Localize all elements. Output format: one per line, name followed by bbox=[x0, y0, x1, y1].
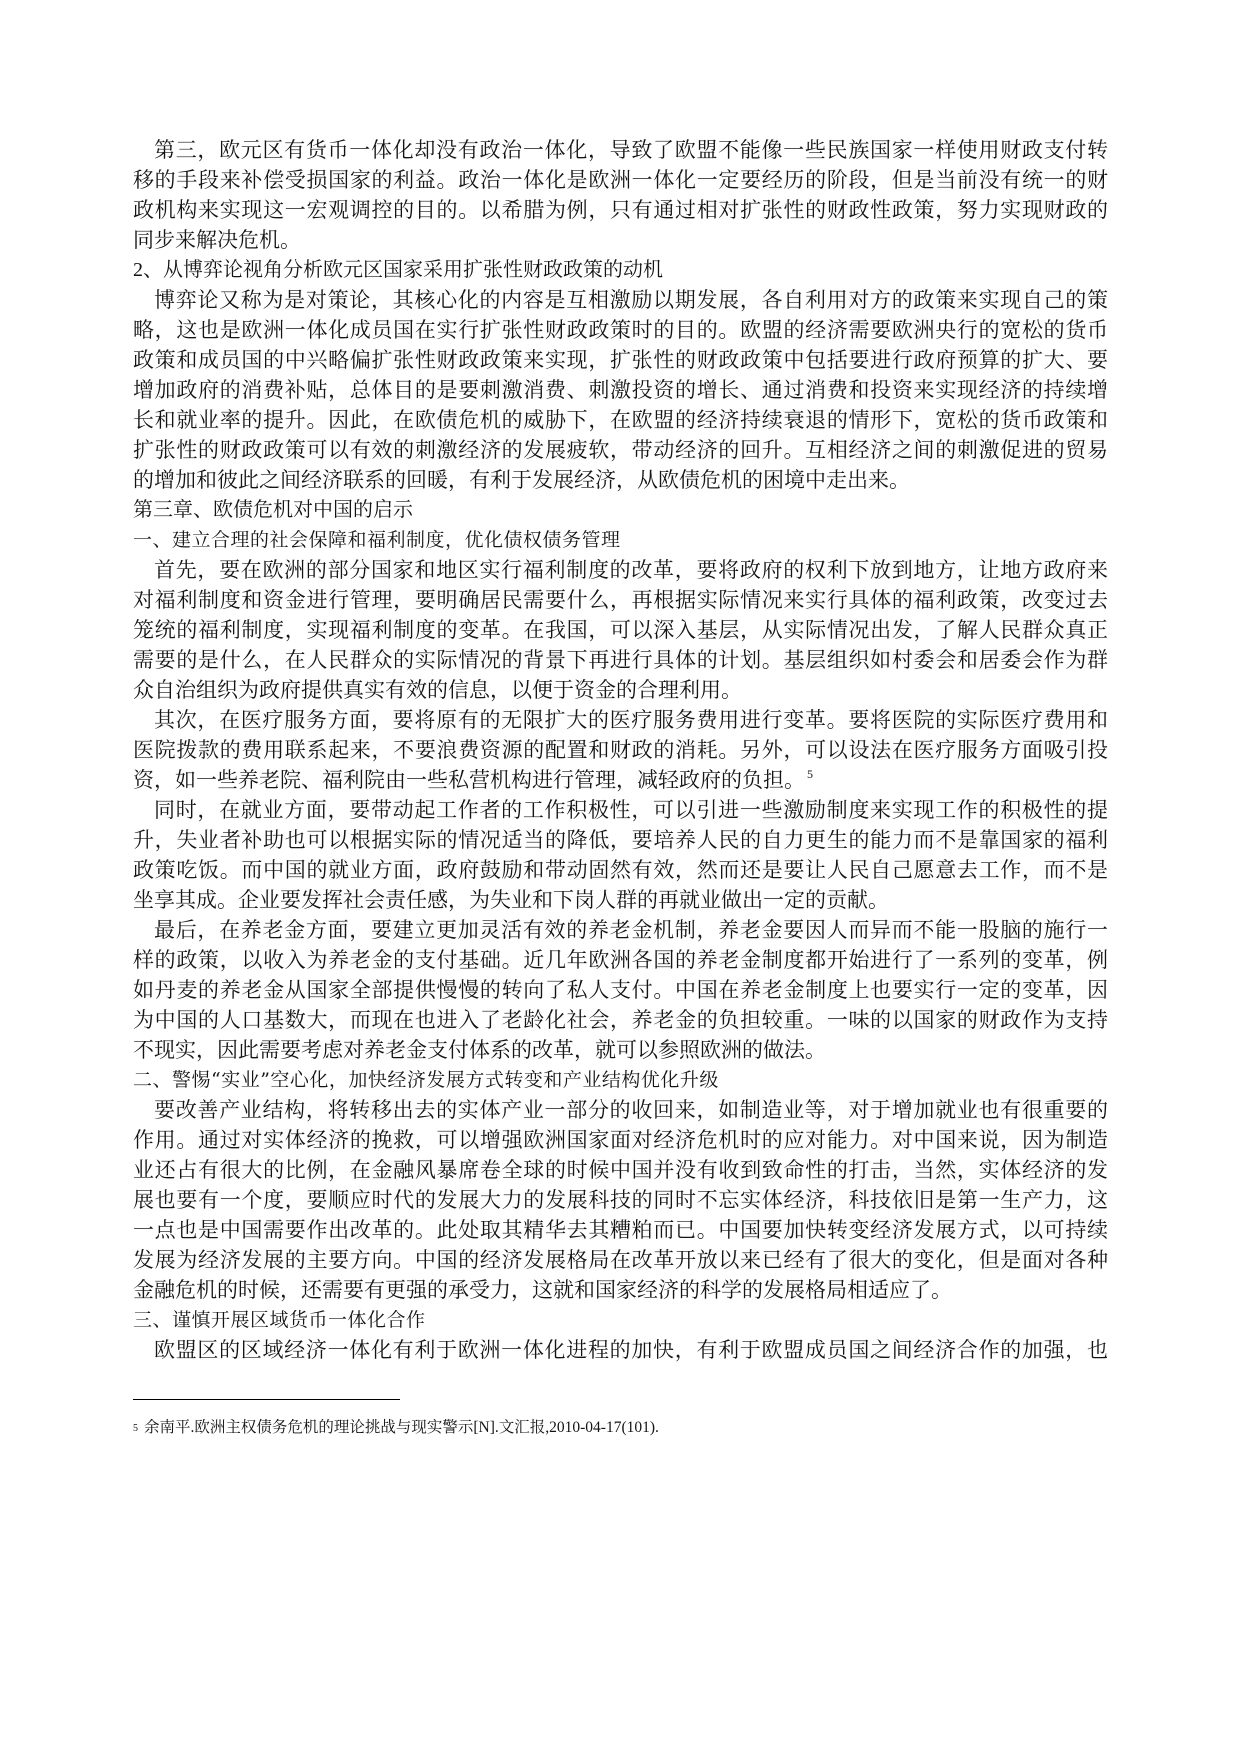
footnote bbox=[133, 1416, 659, 1440]
paragraph-line bbox=[133, 795, 1108, 825]
paragraph-line bbox=[133, 1155, 1108, 1185]
line-text: 博弈论又称为是对策论，其核心化的内容是互相激励以期发展，各自利用对方的政策来实现自己的策 bbox=[154, 288, 1108, 312]
line-text: 展也要有一个度，要顺应时代的发展大力的发展科技的同时不忘实体经济，科技依旧是第一生产力，这 bbox=[133, 1188, 1108, 1212]
paragraph bbox=[133, 1335, 1108, 1365]
line-text: 为中国的人口基数大，而现在也进入了老龄化社会，养老金的负担较重。一味的以国家的财政作为支持 bbox=[133, 1008, 1108, 1032]
line-text: 业还占有很大的比例，在金融风暴席卷全球的时候中国并没有收到致命性的打击，当然，实体经济的发 bbox=[133, 1158, 1108, 1182]
paragraph bbox=[133, 555, 1108, 705]
line-text: 笼统的福利制度，实现福利制度的变革。在我国，可以深入基层，从实际情况出发，了解人民群众真正 bbox=[133, 618, 1108, 642]
paragraph-line bbox=[133, 345, 1108, 375]
section-heading: 二、警惕“实业”空心化，加快经济发展方式转变和产业结构优化升级 bbox=[133, 1069, 719, 1091]
paragraph bbox=[133, 915, 1108, 1065]
paragraph-line bbox=[133, 195, 1108, 225]
line-text: 移的手段来补偿受损国家的利益。政治一体化是欧洲一体化一定要经历的阶段，但是当前没有统一的财 bbox=[133, 168, 1108, 192]
line-text: 需要的是什么，在人民群众的实际情况的背景下再进行具体的计划。基层组织如村委会和居委会作为群 bbox=[133, 648, 1108, 672]
paragraph-line bbox=[133, 405, 1108, 435]
line-text: 医院拨款的费用联系起来，不要浪费资源的配置和财政的消耗。另外，可以设法在医疗服务方面吸引投 bbox=[133, 738, 1108, 762]
line-text: 同步来解决危机。 bbox=[133, 228, 301, 252]
paragraph-line bbox=[133, 165, 1108, 195]
section-heading: 一、建立合理的社会保障和福利制度，优化债权债务管理 bbox=[133, 529, 621, 551]
paragraph-line bbox=[133, 1095, 1108, 1125]
paragraph-line bbox=[133, 765, 1108, 795]
paragraph-line bbox=[133, 1005, 1108, 1035]
paragraph-line bbox=[133, 375, 1108, 405]
line-text: 增加政府的消费补贴，总体目的是要刺激消费、刺激投资的增长、通过消费和投资来实现经济的持续增 bbox=[133, 378, 1108, 402]
line-text: 不现实，因此需要考虑对养老金支付体系的改革，就可以参照欧洲的做法。 bbox=[133, 1038, 826, 1062]
paragraph-line bbox=[133, 1035, 1108, 1065]
line-text: 众自治组织为政府提供真实有效的信息，以便于资金的合理利用。 bbox=[133, 678, 742, 702]
line-text: 发展为经济发展的主要方向。中国的经济发展格局在改革开放以来已经有了很大的变化，但是面对各种 bbox=[133, 1248, 1108, 1272]
paragraph bbox=[133, 705, 1108, 795]
chapter-heading: 第三章、欧债危机对中国的启示 bbox=[133, 499, 413, 521]
line-text: 其次，在医疗服务方面，要将原有的无限扩大的医疗服务费用进行变革。要将医院的实际医疗费用和 bbox=[154, 708, 1108, 732]
line-text: 第三，欧元区有货币一体化却没有政治一体化，导致了欧盟不能像一些民族国家一样使用财政支付转 bbox=[154, 138, 1108, 162]
line-text: 金融危机的时候，还需要有更强的承受力，这就和国家经济的科学的发展格局相适应了。 bbox=[133, 1278, 952, 1302]
line-text: 政机构来实现这一宏观调控的目的。以希腊为例，只有通过相对扩张性的财政性政策，努力实现财政的 bbox=[133, 198, 1108, 222]
paragraph-line bbox=[133, 225, 1108, 255]
paragraph-line bbox=[133, 645, 1108, 675]
footnote-reference[interactable]: 5 bbox=[807, 767, 813, 781]
paragraph-line bbox=[133, 585, 1108, 615]
paragraph-line bbox=[133, 285, 1108, 315]
paragraph-line bbox=[133, 465, 1108, 495]
paragraph-line bbox=[133, 135, 1108, 165]
paragraph bbox=[133, 135, 1108, 255]
paragraph-line bbox=[133, 735, 1108, 765]
paragraph-line bbox=[133, 555, 1108, 585]
line-text: 欧盟区的区域经济一体化有利于欧洲一体化进程的加快，有利于欧盟成员国之间经济合作的加强，也 bbox=[154, 1338, 1108, 1362]
paragraph-line bbox=[133, 1215, 1108, 1245]
paragraph-line bbox=[133, 435, 1108, 465]
line-text: 资，如一些养老院、福利院由一些私营机构进行管理，减轻政府的负担。 bbox=[133, 768, 805, 792]
paragraph-line bbox=[133, 675, 1108, 705]
line-text: 长和就业率的提升。因此，在欧债危机的威胁下，在欧盟的经济持续衰退的情形下，宽松的货币政策和 bbox=[133, 408, 1108, 432]
line-text: 一点也是中国需要作出改革的。此处取其精华去其糟粕而已。中国要加快转变经济发展方式，以可持续 bbox=[133, 1218, 1108, 1242]
paragraph bbox=[133, 795, 1108, 915]
paragraph-line bbox=[133, 945, 1108, 975]
paragraph-line bbox=[133, 1185, 1108, 1215]
line-text: 升，失业者补助也可以根据实际的情况适当的降低，要培养人民的自力更生的能力而不是靠国家的福利 bbox=[133, 828, 1108, 852]
footnote-text: 余南平.欧洲主权债务危机的理论挑战与现实警示[N].文汇报,2010-04-17(101). bbox=[144, 1419, 659, 1436]
line-text: 坐享其成。企业要发挥社会责任感，为失业和下岗人群的再就业做出一定的贡献。 bbox=[133, 888, 889, 912]
line-text: 首先，要在欧洲的部分国家和地区实行福利制度的改革，要将政府的权利下放到地方，让地方政府来 bbox=[154, 558, 1108, 582]
line-text: 略，这也是欧洲一体化成员国在实行扩张性财政政策时的目的。欧盟的经济需要欧洲央行的宽松的货币 bbox=[133, 318, 1108, 342]
paragraph-line bbox=[133, 705, 1108, 735]
line-text: 同时，在就业方面，要带动起工作者的工作积极性，可以引进一些激励制度来实现工作的积极性的提 bbox=[154, 798, 1108, 822]
subsection-heading: 2、从博弈论视角分析欧元区国家采用扩张性财政政策的动机 bbox=[133, 259, 663, 281]
line-text: 的增加和彼此之间经济联系的回暖，有利于发展经济，从欧债危机的困境中走出来。 bbox=[133, 468, 910, 492]
paragraph-line bbox=[133, 1275, 1108, 1305]
paragraph bbox=[133, 1095, 1108, 1305]
paragraph-line bbox=[133, 825, 1108, 855]
paragraph-line bbox=[133, 1335, 1108, 1365]
footnote-marker: 5 bbox=[133, 1423, 138, 1434]
paragraph-line bbox=[133, 315, 1108, 345]
paragraph-line bbox=[133, 615, 1108, 645]
line-text: 要改善产业结构，将转移出去的实体产业一部分的收回来，如制造业等，对于增加就业也有很重要的 bbox=[154, 1098, 1108, 1122]
section-heading: 三、谨慎开展区域货币一体化合作 bbox=[133, 1309, 426, 1331]
paragraph-line bbox=[133, 885, 1108, 915]
line-text: 作用。通过对实体经济的挽救，可以增强欧洲国家面对经济危机时的应对能力。对中国来说，因为制造 bbox=[133, 1128, 1108, 1152]
line-text: 政策和成员国的中兴略偏扩张性财政政策来实现，扩张性的财政政策中包括要进行政府预算的扩大、要 bbox=[133, 348, 1108, 372]
paragraph-line bbox=[133, 975, 1108, 1005]
line-text: 如丹麦的养老金从国家全部提供慢慢的转向了私人支付。中国在养老金制度上也要实行一定的变革，因 bbox=[133, 978, 1108, 1002]
document-body bbox=[133, 135, 1108, 1365]
paragraph-line bbox=[133, 1125, 1108, 1155]
footnote-separator bbox=[133, 1399, 400, 1400]
line-text: 政策吃饭。而中国的就业方面，政府鼓励和带动固然有效，然而还是要让人民自己愿意去工作，而不是 bbox=[133, 858, 1108, 882]
line-text: 对福利制度和资金进行管理，要明确居民需要什么，再根据实际情况来实行具体的福利政策，改变过去 bbox=[133, 588, 1108, 612]
paragraph bbox=[133, 285, 1108, 495]
line-text: 样的政策，以收入为养老金的支付基础。近几年欧洲各国的养老金制度都开始进行了一系列的变革，例 bbox=[133, 948, 1108, 972]
line-text: 最后，在养老金方面，要建立更加灵活有效的养老金机制，养老金要因人而异而不能一股脑的施行一 bbox=[154, 918, 1108, 942]
paragraph-line bbox=[133, 855, 1108, 885]
paragraph-line bbox=[133, 915, 1108, 945]
paragraph-line bbox=[133, 1245, 1108, 1275]
line-text: 扩张性的财政政策可以有效的刺激经济的发展疲软，带动经济的回升。互相经济之间的刺激促进的贸易 bbox=[133, 438, 1108, 462]
